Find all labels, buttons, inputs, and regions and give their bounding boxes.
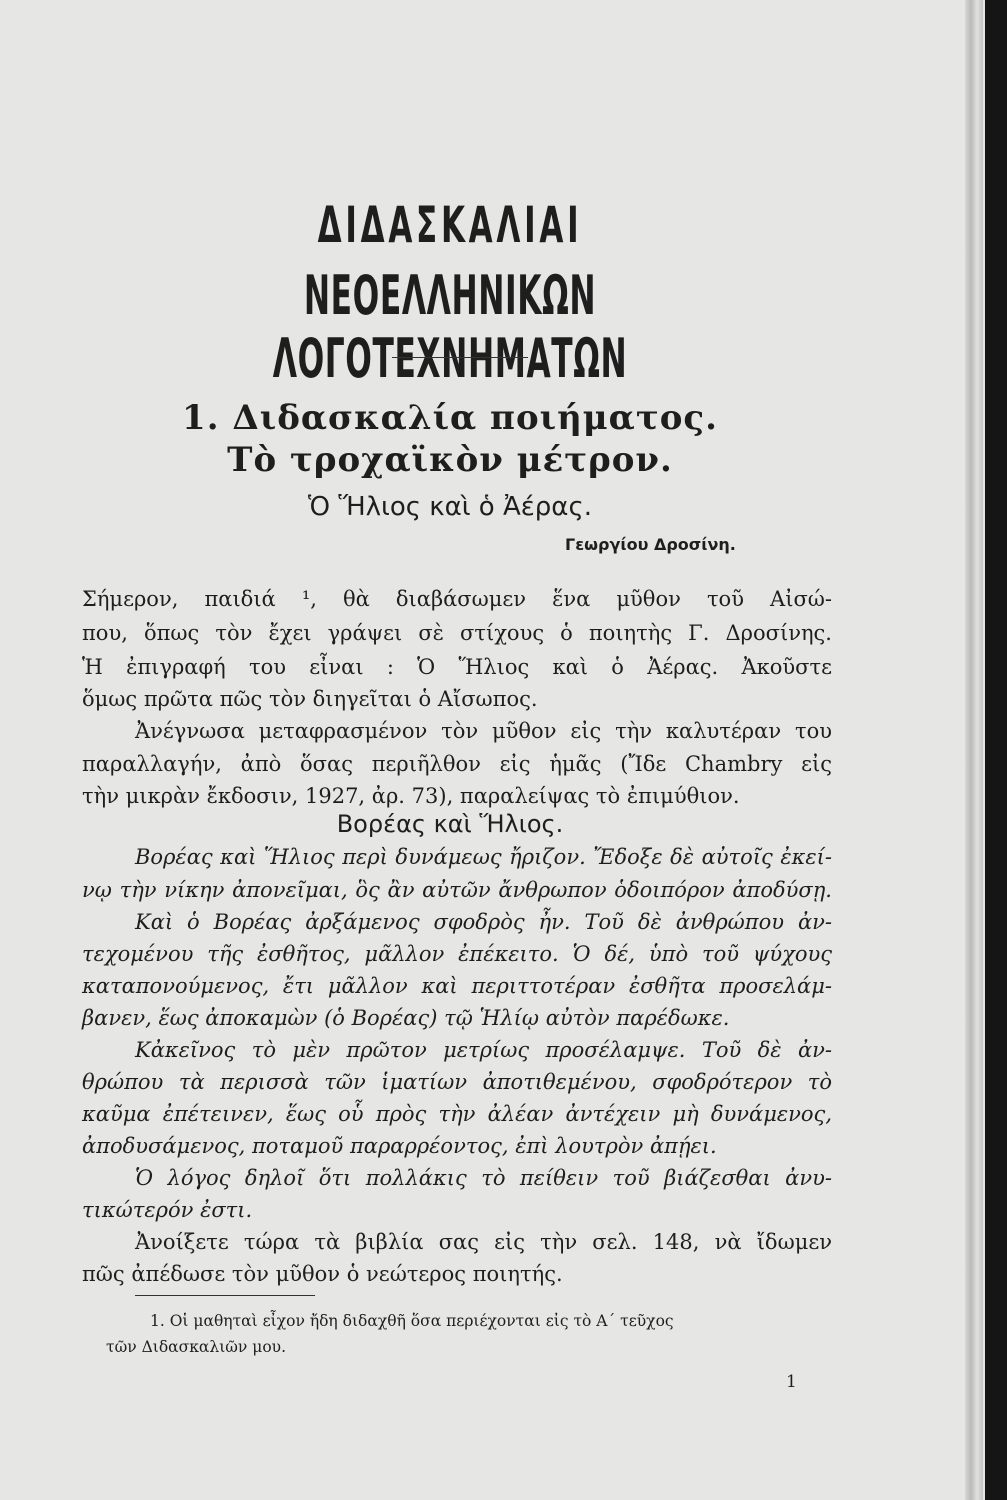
poem-title: Ὁ Ἥλιος καὶ ὁ Ἀέρας. [308, 492, 592, 522]
footnote-line1: 1. Οἱ μαθηταὶ εἶχον ἤδη διδαχθῆ ὅσα περιέχονται εἰς τὸ Α΄ τεῦχος [150, 1312, 674, 1330]
header-title-line1: ΔΙΔΑΣΚΑΛΙΑΙ [317, 196, 583, 254]
intro-line: Σήμερον, παιδιά ¹, θὰ διαβάσωμεν ἕνα μῦθον τοῦ Αἰσώ- [82, 587, 832, 611]
fable-line: θρώπου τὰ περισσὰ τῶν ἱματίων ἀποτιθεμένου, σφοδρότερον τὸ [82, 1070, 832, 1094]
fable-line: Βορέας καὶ Ἥλιος περὶ δυνάμεως ἤριζον. Ἔδοξε δὲ αὐτοῖς ἐκεί- [135, 845, 832, 869]
intro-line: Ἀνέγνωσα μεταφρασμένον τὸν μῦθον εἰς τὴν καλυτέραν του [135, 719, 832, 743]
fable-line: Καὶ ὁ Βορέας ἀρξάμενος σφοδρὸς ἦν. Τοῦ δὲ ἀνθρώπου ἀν- [135, 910, 832, 934]
fable-line: τεχομένου τῆς ἐσθῆτος, μᾶλλον ἐπέκειτο. Ὁ δέ, ὑπὸ τοῦ ψύχους [82, 942, 832, 966]
fable-line: ἀποδυσάμενος, ποταμοῦ παραρρέοντος, ἐπὶ λουτρὸν ἀπῄει. [82, 1134, 717, 1158]
section-heading-line1: 1. Διδασκαλία ποιήματος. [182, 398, 718, 438]
section-heading-line2: Τὸ τροχαϊκὸν μέτρον. [227, 440, 673, 480]
intro-line: ὅμως πρῶτα πῶς τὸν διηγεῖται ὁ Αἴσωπος. [82, 687, 538, 711]
fable-line: τικώτερόν ἐστι. [82, 1198, 253, 1222]
fable-line: καταπονούμενος, ἔτι μᾶλλον καὶ περιττοτέραν ἐσθῆτα προσελάμ- [82, 974, 832, 998]
fable-line: Κἀκεῖνος τὸ μὲν πρῶτον μετρίως προσέλαμψε. Τοῦ δὲ ἀν- [135, 1038, 832, 1062]
intro-line: τὴν μικρὰν ἔκδοσιν, 1927, ἀρ. 73), παραλείψας τὸ ἐπιμύθιον. [82, 784, 740, 808]
scan-border [985, 0, 1007, 1500]
intro-line: που, ὅπως τὸν ἔχει γράψει σὲ στίχους ὁ ποιητὴς Γ. Δροσίνης. [82, 621, 832, 645]
fable-line: Ὁ λόγος δηλοῖ ὅτι πολλάκις τὸ πείθειν τοῦ βιάζεσθαι ἀνυ- [135, 1166, 832, 1190]
page-number: 1 [786, 1372, 797, 1392]
page-edge [965, 0, 983, 1500]
header-title-line2: ΝΕΟΕΛΛΗΝΙΚΩΝ ΛΟΓΟΤΕΧΝΗΜΑΤΩΝ [272, 264, 628, 390]
footnote-divider [135, 1295, 315, 1296]
fable-line: καῦμα ἐπέτεινεν, ἕως οὗ πρὸς τὴν ἀλέαν ἀντέχειν μὴ δυνάμενος, [82, 1102, 832, 1126]
fable-line: νῳ τὴν νίκην ἀπονεῖμαι, ὃς ἂν αὐτῶν ἄνθρωπον ὁδοιπόρον ἀποδύσῃ. [82, 878, 832, 902]
fable-line: βανεν, ἕως ἀποκαμὼν (ὁ Βορέας) τῷ Ἡλίῳ αὐτὸν παρέδωκε. [82, 1006, 730, 1030]
closing-line: Ἀνοίξετε τώρα τὰ βιβλία σας εἰς τὴν σελ. 148, νὰ ἴδωμεν [135, 1230, 832, 1254]
closing-line: πῶς ἀπέδωσε τὸν μῦθον ὁ νεώτερος ποιητής. [82, 1262, 563, 1286]
header-divider [392, 357, 528, 358]
fable-title: Βορέας καὶ Ἥλιος. [336, 810, 564, 838]
intro-line: Ἡ ἐπιγραφή του εἶναι : Ὁ Ἥλιος καὶ ὁ Ἀέρας. Ἀκοῦστε [82, 655, 832, 679]
intro-line: παραλλαγήν, ἀπὸ ὅσας περιῆλθον εἰς ἡμᾶς (Ἴδε Chambry εἰς [82, 752, 832, 776]
footnote-line2: τῶν Διδασκαλιῶν μου. [106, 1338, 287, 1356]
poem-author: Γεωργίου Δροσίνη. [565, 535, 736, 554]
